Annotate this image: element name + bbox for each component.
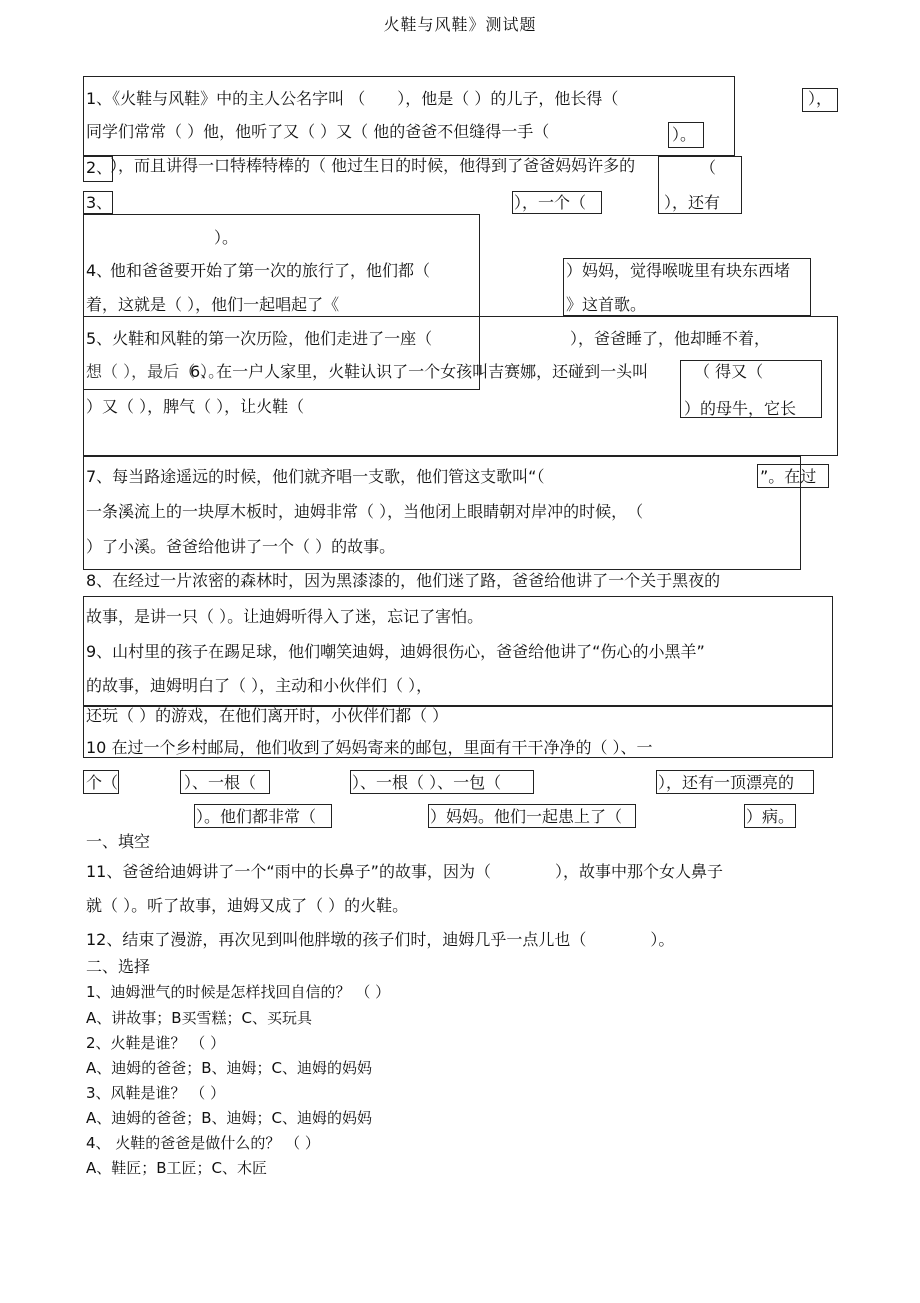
q9-line: 9、山村里的孩子在踢足球，他们嘲笑迪姆，迪姆很伤心，爸爸给他讲了“伤心的小黑羊” <box>86 642 705 661</box>
q10-frag-g: ）病。 <box>746 807 795 826</box>
q10-frag-e: ）。他们都非常（ <box>196 807 317 826</box>
q2-line-end: （ <box>700 158 717 177</box>
q7-line-2: 一条溪流上的一块厚木板时，迪姆非常（ ），当他闭上眼睛朝对岸冲的时候， （ <box>86 502 644 521</box>
q5-line-2: 想（ ），最后（ ）。 <box>86 362 225 381</box>
q7-line: 7、每当路途遥远的时候，他们就齐唱一支歌，他们管这支歌叫“（ <box>86 467 545 486</box>
choice-options: A、迪姆的爸爸；B、迪姆；C、迪姆的妈妈 <box>86 1109 373 1127</box>
choice-options: A、鞋匠；B工匠；C、木匠 <box>86 1159 268 1177</box>
q6-line: 6、在一户人家里，火鞋认识了一个女孩叫吉赛娜，还碰到一头叫 <box>190 362 649 381</box>
q5-line: 5、火鞋和风鞋的第一次历险，他们走进了一座（ <box>86 329 433 348</box>
q2-number: 2、 <box>86 158 113 177</box>
q2-line: ），而且讲得一口特棒特棒的（ 他过生日的时候，他得到了爸爸妈妈许多的 <box>110 156 636 175</box>
q10-frag-b: ）、一根（ <box>184 773 257 792</box>
q11-line: 11、爸爸给迪姆讲了一个“雨中的长鼻子”的故事，因为（ ），故事中那个女人鼻子 <box>86 862 723 881</box>
q4-number: 4、 <box>86 261 113 280</box>
q10-line: 10 在过一个乡村邮局，他们收到了妈妈寄来的邮包，里面有干干净净的（ ）、一 <box>86 738 653 757</box>
q1-line-2: 同学们常常（ ）他，他听了又（ ）又（ 他的爸爸不但缝得一手（ <box>86 122 550 141</box>
q10-frag-c: ）、一根（ ）、一包（ <box>352 773 502 792</box>
q5-line-right: ），爸爸睡了，他却睡不着， <box>570 329 771 348</box>
q7-line-right: ”。在过 <box>760 467 817 486</box>
q11-line-2: 就（ ）。听了故事，迪姆又成了（ ）的火鞋。 <box>86 896 409 915</box>
q12-line: 12、结束了漫游，再次见到叫他胖墩的孩子们时，迪姆几乎一点儿也（ ）。 <box>86 930 675 949</box>
q4-line-2: 着，这就是（ ），他们一起唱起了《 <box>86 295 340 314</box>
q1-line: 1、《火鞋与风鞋》中的主人公名字叫 （ ），他是（ ）的儿子，他长得（ <box>86 89 619 108</box>
q1-line-end: ）， <box>808 89 833 108</box>
q10-frag-d: ），还有一顶漂亮的 <box>658 773 795 792</box>
q4-line-right: ）妈妈，觉得喉咙里有块东西堵 <box>566 261 791 280</box>
choice-question: 1、迪姆泄气的时候是怎样找回自信的？ （ ） <box>86 983 391 1001</box>
choice-question: 2、火鞋是谁？ （ ） <box>86 1034 226 1052</box>
q9-line-2: 的故事，迪姆明白了（ ），主动和小伙伴们（ ）， <box>86 676 433 695</box>
q10-frag-f: ）妈妈。他们一起患上了（ <box>430 807 623 826</box>
q6-line-2: ）又（ ），脾气（ ），让火鞋（ <box>86 397 305 416</box>
document-title: 火鞋与风鞋》测试题 <box>383 15 537 34</box>
section-heading-fill: 一、填空 <box>86 832 151 851</box>
q9-line-3: 还玩（ ）的游戏，在他们离开时，小伙伴们都（ ） <box>86 706 449 725</box>
q6-line-2-right: ）的母牛，它长 <box>684 399 797 418</box>
q3-line-2: ）。 <box>214 228 239 247</box>
q10-frag-a: 个（ <box>86 773 119 792</box>
q3-number: 3、 <box>86 193 113 212</box>
q7-line-3: ）了小溪。爸爸给他讲了一个（ ）的故事。 <box>86 537 396 556</box>
q8-line: 8、在经过一片浓密的森林时，因为黑漆漆的，他们迷了路，爸爸给他讲了一个关于黑夜的 <box>86 571 721 590</box>
choice-options: A、迪姆的爸爸；B、迪姆；C、迪姆的妈妈 <box>86 1059 373 1077</box>
q1-line-2-end: ）。 <box>672 125 697 144</box>
section-heading-choice: 二、选择 <box>86 957 151 976</box>
q3-line-mid: ），一个（ <box>514 193 587 212</box>
choice-question: 3、风鞋是谁？ （ ） <box>86 1084 226 1102</box>
q8-line-2: 故事，是讲一只（ ）。让迪姆听得入了迷，忘记了害怕。 <box>86 607 484 626</box>
choice-options: A、讲故事；B买雪糕；C、买玩具 <box>86 1009 313 1027</box>
choice-question: 4、 火鞋的爸爸是做什么的？ （ ） <box>86 1134 320 1152</box>
q4-line: 他和爸爸要开始了第一次的旅行了，他们都（ <box>110 261 431 280</box>
q4-line-2-right: 》这首歌。 <box>566 295 647 314</box>
q3-line-end: ），还有 <box>664 193 721 212</box>
q6-line-right: （ 得又（ <box>694 362 764 381</box>
